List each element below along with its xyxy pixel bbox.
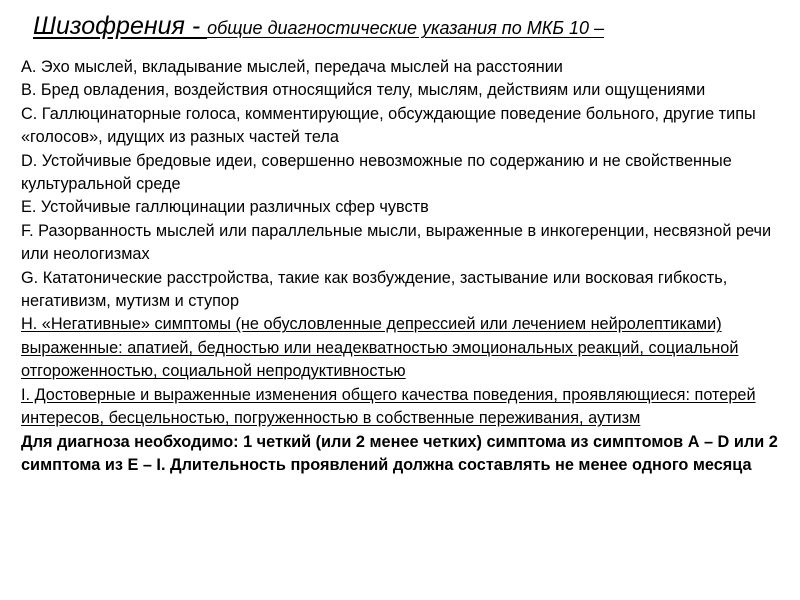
criterion-g: G. Кататонические расстройства, такие как возбуждение, застывание или восковая гибкость, негативизм, мутизм и ступор (21, 268, 728, 311)
criterion-a: А. Эхо мыслей, вкладывание мыслей, передача мыслей на расстоянии (21, 58, 563, 76)
criterion-h: Н. «Негативные» симптомы (не обусловленные депрессией или лечением нейролептиками) выраженные: апатией, бедностью или неадекватностью эмоциональных реакций, социальной отгороженностью, социальной непродуктивностью (21, 315, 739, 381)
criterion-d: D. Устойчивые бредовые идеи, совершенно невозможные по содержанию и не свойственные культуральной среде (21, 151, 732, 194)
criterion-f: F. Разорванность мыслей или параллельные мысли, выраженные в инкогеренции, несвязной речи или неологизмах (21, 221, 772, 264)
criteria-list (21, 56, 791, 477)
criterion-e: Е. Устойчивые галлюцинации различных сфер чувств (21, 198, 429, 217)
title-subtitle: общие диагностические указания по МКБ 10 – (207, 18, 605, 38)
diagnosis-note: Для диагноза необходимо: 1 четкий (или 2 менее четких) симптома из симптомов А – D или 2 симптома из Е – I. Длительность проявлений должна составлять не менее одного месяца (21, 432, 778, 474)
criterion-b: В. Бред овладения, воздействия относящийся телу, мыслям, действиям или ощущениями (21, 81, 706, 100)
criterion-i: I. Достоверные и выраженные изменения общего качества поведения, проявляющиеся: потерей интересов, бесцельностью, погруженностью в собственные переживания, аутизм (21, 385, 756, 428)
slide-title (33, 10, 793, 46)
criterion-c: С. Галлюцинаторные голоса, комментирующие, обсуждающие поведение больного, другие типы «голосов», идущих из разных частей тела (21, 104, 756, 147)
title-main: Шизофрения - (33, 12, 208, 40)
